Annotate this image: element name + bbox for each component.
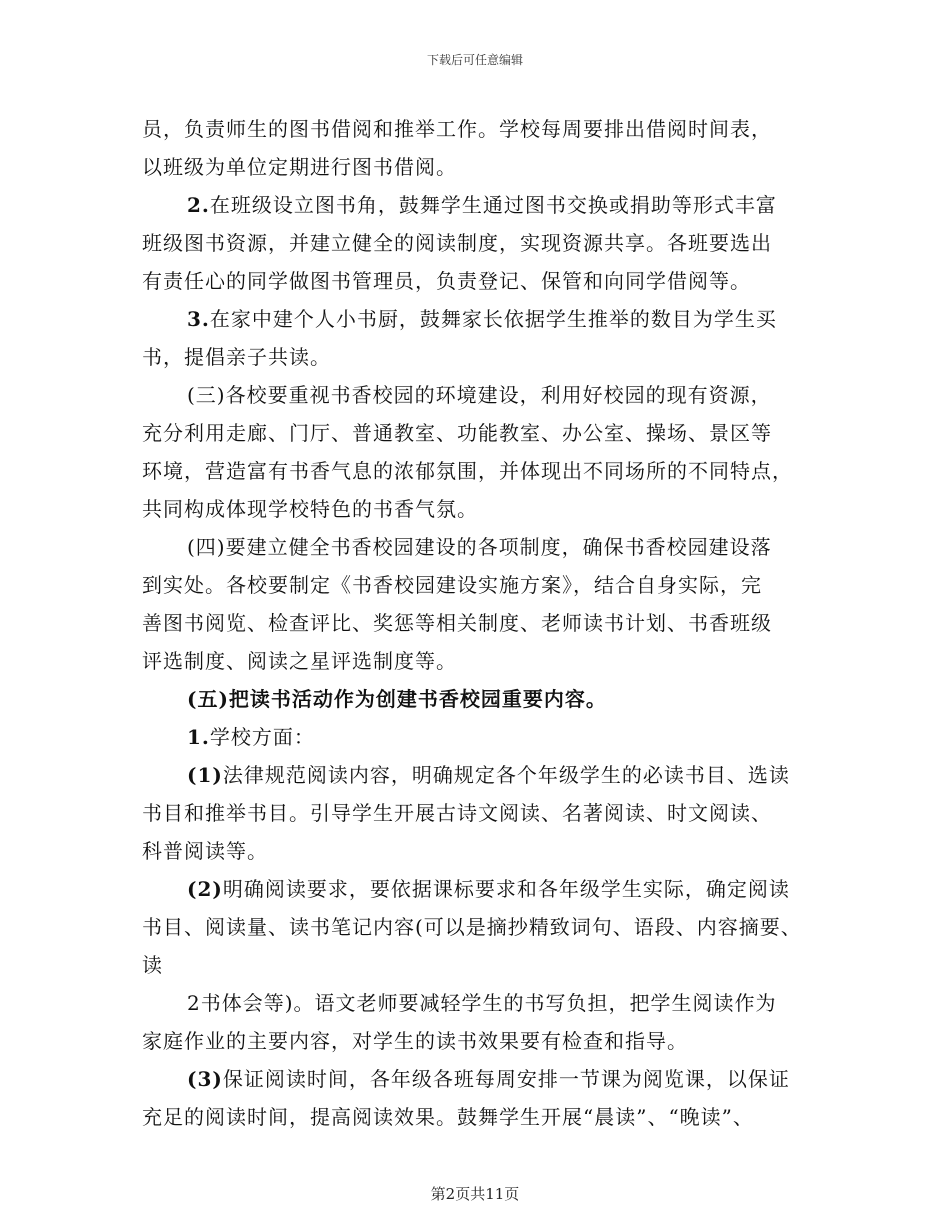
list-number: 2. [187,193,210,217]
line-text: 共同构成体现学校特色的书香气氛。 [142,497,478,521]
text-line [142,262,812,300]
list-number: (1) [187,763,223,787]
line-text: 充分利用走廊、门厅、普通教室、功能教室、办公室、操场、景区等 [142,421,772,445]
text-line [142,566,812,604]
text-line [142,300,812,338]
page-header: 下载后可任意编辑 [426,53,523,67]
line-text: 家庭作业的主要内容，对学生的读书效果要有检查和指导。 [142,1029,688,1053]
line-text: 书，提倡亲子共读。 [142,345,331,369]
line-text: 科普阅读等。 [142,839,268,863]
list-number: (2) [187,877,223,901]
line-text: 2书体会等)。语文老师要减轻学生的书写负担，把学生阅读作为 [187,991,777,1015]
document-body [142,110,812,1136]
text-line [142,756,812,794]
text-line [142,1060,812,1098]
line-text: 善图书阅览、检查评比、奖惩等相关制度、老师读书计划、书香班级 [142,611,772,635]
text-line [142,718,812,756]
line-text: (五)把读书活动作为创建书香校园重要内容。 [187,687,607,711]
text-line [142,794,812,832]
text-line [142,186,812,224]
line-text: 员，负责师生的图书借阅和推举工作。学校每周要排出借阅时间表， [142,117,772,141]
text-line [142,1022,812,1060]
text-line [142,490,812,528]
line-text: 保证阅读时间，各年级各班每周安排一节课为阅览课，以保证 [222,1067,790,1091]
line-text: 读 [142,953,163,977]
text-line [142,604,812,642]
line-text: 到实处。各校要制定《书香校园建设实施方案》，结合自身实际，完 [142,573,762,597]
line-text: 在班级设立图书角，鼓舞学生通过图书交换或捐助等形式丰富 [209,193,777,217]
line-text: 明确阅读要求，要依据课标要求和各年级学生实际，确定阅读 [222,877,790,901]
list-number: 1. [187,725,210,749]
list-number: (3) [187,1067,223,1091]
text-line [142,984,812,1022]
text-line [142,224,812,262]
line-text: 环境，营造富有书香气息的浓郁氛围，并体现出不同场所的不同特点， [142,459,793,483]
text-line [142,110,812,148]
text-line [142,376,812,414]
line-text: (四)要建立健全书香校园建设的各项制度，确保书香校园建设落 [187,535,772,559]
line-text: 评选制度、阅读之星评选制度等。 [142,649,457,673]
text-line [142,870,812,908]
line-text: 书目、阅读量、读书笔记内容(可以是摘抄精致词句、语段、内容摘要、 [142,915,802,939]
line-text: 在家中建个人小书厨，鼓舞家长依据学生推举的数目为学生买 [209,307,777,331]
text-line [142,832,812,870]
text-line [142,1098,812,1136]
text-line [142,414,812,452]
text-line [142,148,812,186]
text-line [142,908,812,946]
line-text: 学校方面： [209,725,315,749]
line-text: (三)各校要重视书香校园的环境建设，利用好校园的现有资源， [187,383,772,407]
text-line [142,680,812,718]
text-line [142,642,812,680]
line-text: 法律规范阅读内容，明确规定各个年级学生的必读书目、选读 [222,763,790,787]
text-line [142,946,812,984]
line-text: 有责任心的同学做图书管理员，负责登记、保管和向同学借阅等。 [142,269,751,293]
text-line [142,528,812,566]
list-number: 3. [187,307,210,331]
line-text: 班级图书资源，并建立健全的阅读制度，实现资源共享。各班要选出 [142,231,772,255]
text-line [142,338,812,376]
text-line [142,452,812,490]
page-footer: 第2页共11页 [430,1185,520,1203]
line-text: 书目和推举书目。引导学生开展古诗文阅读、名著阅读、时文阅读、 [142,801,772,825]
line-text: 充足的阅读时间，提高阅读效果。鼓舞学生开展“晨读”、“晚读”、 [142,1105,754,1129]
line-text: 以班级为单位定期进行图书借阅。 [142,155,457,179]
